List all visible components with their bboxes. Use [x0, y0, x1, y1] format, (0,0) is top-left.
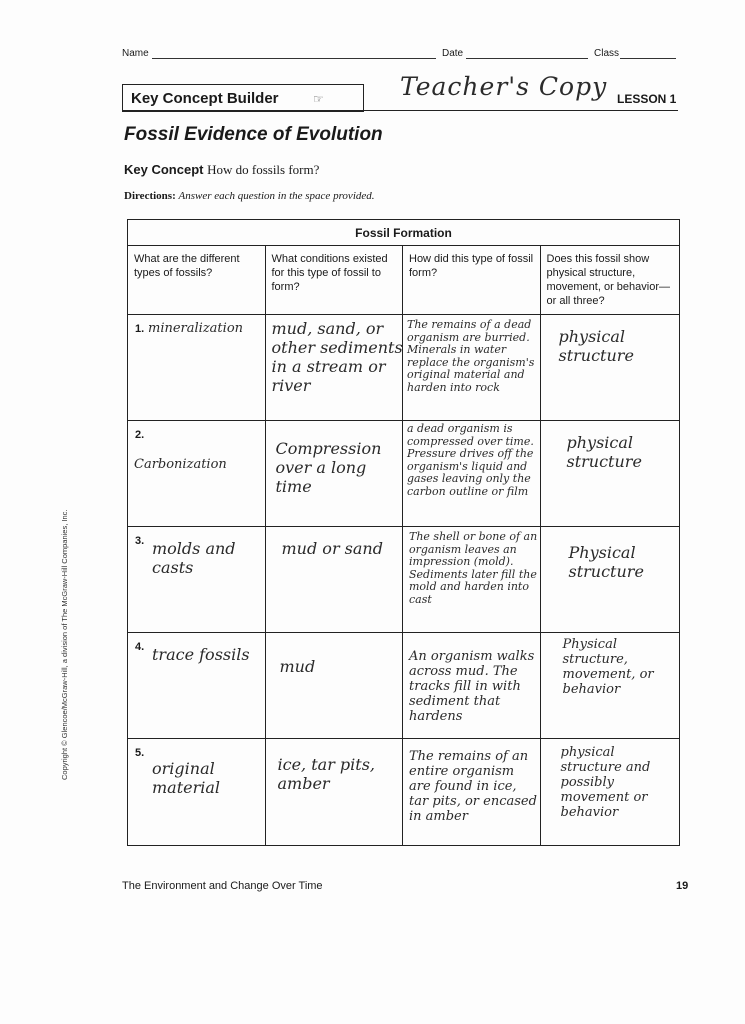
student-info-line	[122, 44, 682, 66]
evidence-cell[interactable]	[541, 421, 680, 526]
directions-label: Directions:	[124, 190, 176, 202]
evidence-answer: Physical structure	[568, 543, 644, 581]
key-concept-text: How do fossils form?	[207, 162, 320, 177]
evidence-cell[interactable]	[541, 315, 680, 420]
row-number: 1.	[135, 323, 145, 335]
copyright-notice: Copyright © Glencoe/McGraw-Hill, a division of The McGraw-Hill Companies, Inc.	[60, 509, 69, 780]
formation-answer: a dead organism is compressed over time. Pressure drives off the organism's liquid and gases leaving only the carbon outline or film	[407, 422, 534, 498]
fossil-type-cell[interactable]	[128, 633, 266, 738]
conditions-answer: Compression over a long time	[275, 439, 382, 496]
formation-cell[interactable]	[403, 315, 541, 420]
fossil-type-cell[interactable]	[128, 421, 266, 526]
table-title: Fossil Formation	[128, 220, 679, 246]
row-number: 2.	[135, 429, 145, 441]
footer-unit-title: The Environment and Change Over Time	[122, 880, 323, 892]
fossil-formation-table	[127, 219, 680, 846]
fossil-type-cell[interactable]	[128, 315, 266, 420]
column-header: Does this fossil show physical structure, movement, or behavior—or all three?	[546, 253, 670, 307]
formation-cell[interactable]	[403, 527, 541, 632]
evidence-cell[interactable]	[541, 527, 680, 632]
evidence-answer: physical structure	[558, 327, 634, 365]
row-number: 3.	[135, 535, 145, 547]
pointing-hand-icon: ☞	[313, 92, 324, 106]
evidence-cell[interactable]	[541, 739, 680, 845]
name-label: Name	[122, 48, 149, 59]
conditions-answer: mud, sand, or other sediments in a stream or river	[271, 319, 403, 395]
fossil-type-cell[interactable]	[128, 527, 266, 632]
date-label: Date	[442, 48, 464, 59]
table-header-row	[128, 246, 679, 315]
column-header: How did this type of fossil form?	[403, 246, 541, 314]
row-number: 4.	[135, 641, 145, 653]
fossil-type-answer: original material	[152, 759, 221, 797]
column-header: What conditions existed for this type of fossil to form?	[266, 246, 404, 314]
formation-answer: The shell or bone of an organism leaves an impression (mold). Sediments later fill the mold and harden into cast	[409, 530, 538, 606]
conditions-cell[interactable]	[266, 739, 404, 845]
fossil-type-answer: mineralization	[148, 321, 244, 336]
class-field[interactable]	[620, 58, 676, 59]
conditions-answer: mud	[279, 657, 316, 676]
evidence-answer: physical structure	[566, 433, 642, 471]
conditions-cell[interactable]	[266, 315, 404, 420]
fossil-type-answer: molds and casts	[152, 539, 236, 577]
fossil-type-answer: Carbonization	[134, 457, 227, 472]
evidence-answer: physical structure and possibly movement or behavior	[560, 745, 651, 820]
key-concept	[124, 162, 319, 178]
conditions-answer: ice, tar pits, amber	[277, 755, 376, 793]
key-concept-builder-banner	[122, 84, 364, 112]
conditions-cell[interactable]	[266, 527, 404, 632]
page-number: 19	[676, 880, 689, 892]
banner-rule	[122, 110, 678, 111]
column-header: What are the different types of fossils?	[128, 246, 266, 314]
table-row	[128, 315, 679, 421]
lesson-label: LESSON 1	[617, 92, 677, 106]
formation-cell[interactable]	[403, 421, 541, 526]
teacher-copy-note: Teacher's Copy	[400, 72, 608, 101]
name-field[interactable]	[152, 58, 436, 59]
conditions-cell[interactable]	[266, 633, 404, 738]
page-title: Fossil Evidence of Evolution	[124, 124, 383, 145]
fossil-type-cell[interactable]	[128, 739, 266, 845]
conditions-answer: mud or sand	[281, 539, 383, 558]
row-number: 5.	[135, 747, 145, 759]
directions	[124, 190, 375, 202]
fossil-type-answer: trace fossils	[152, 645, 250, 664]
formation-cell[interactable]	[403, 633, 541, 738]
conditions-cell[interactable]	[266, 421, 404, 526]
directions-text: Answer each question in the space provided.	[178, 190, 375, 202]
formation-answer: The remains of a dead organism are burried. Minerals in water replace the organism's original material and harden into rock	[407, 318, 535, 394]
key-concept-label: Key Concept	[124, 162, 204, 177]
formation-cell[interactable]	[403, 739, 541, 845]
formation-answer: An organism walks across mud. The tracks fill in with sediment that hardens	[409, 649, 535, 724]
class-label: Class	[594, 48, 620, 59]
evidence-cell[interactable]	[541, 633, 680, 738]
banner-title: Key Concept Builder	[131, 90, 279, 107]
formation-answer: The remains of an entire organism are found in ice, tar pits, or encased in amber	[409, 749, 537, 824]
evidence-answer: Physical structure, movement, or behavior	[562, 637, 654, 697]
date-field[interactable]	[466, 58, 588, 59]
table-row	[128, 739, 679, 845]
table-row	[128, 421, 679, 527]
table-row	[128, 527, 679, 633]
table-row	[128, 633, 679, 739]
